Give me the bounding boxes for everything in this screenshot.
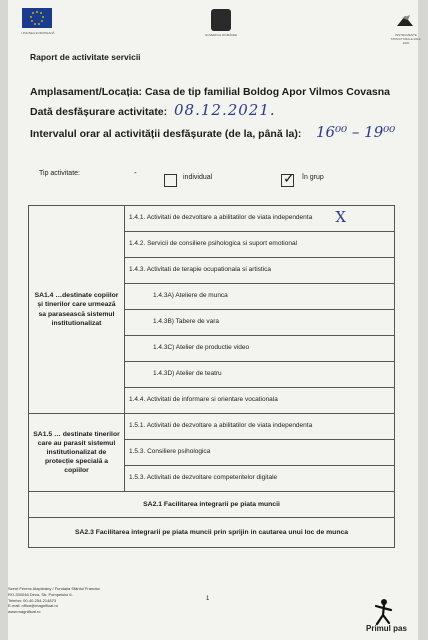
group-option-label: în grup (302, 174, 324, 181)
activity-row: 1.4.3A) Ateliere de munca (125, 284, 395, 310)
activity-row: 1.5.3. Activitati de dezvoltare competentelor digitale (125, 466, 395, 492)
activity-row (125, 206, 395, 232)
primul-pas-logo-icon (364, 597, 404, 627)
activity-row: 1.4.3C) Atelier de productie video (125, 336, 395, 362)
footer-address (8, 586, 100, 615)
activity-row: 1.5.3. Consiliere psihologica (125, 440, 395, 466)
interval-value-handwritten: 16⁰⁰ – 19⁰⁰ (316, 123, 396, 141)
activity-row: 1.4.4. Activitati de informare si orientare vocationala (125, 388, 395, 414)
footer-line: Szent Ferenc Alapítvány / Fundația Sfântul Francisc (8, 586, 101, 591)
activity-row: 1.4.3D) Atelier de teatru (125, 362, 395, 388)
sa23-label: SA2.3 Facilitarea integrarii pe piata muncii prin sprijin in cautarea unui loc de munca (29, 518, 395, 548)
sa14-label: SA1.4 …destinate copiilor și tinerilor care urmează sa parasească sistemul institutionalizat (29, 206, 125, 414)
activity-row: 1.5.1. Activitati de dezvoltare a abilitatilor de viata independenta (125, 414, 395, 440)
activities-table (28, 205, 395, 548)
crest-caption: GUVERNUL ROMÂNIEI (204, 33, 238, 37)
romania-crest-logo (211, 9, 231, 31)
activity-row: 1.4.3. Activitati de terapie ocupationala si artistica (125, 258, 395, 284)
group-check-mark: ✓ (283, 170, 295, 186)
activity-row: 1.4.3B) Tabere de vara (125, 310, 395, 336)
report-title: Raport de activitate servicii (30, 52, 141, 62)
footer-line: www.magnificat.ro (8, 609, 41, 615)
footer-line: RO-330046 Deva, Str. Pompeiului 6. (8, 591, 73, 597)
date-label: Dată desfășurare activitate: (30, 106, 168, 118)
location-line: Amplasament/Locația: Casa de tip familial Boldog Apor Vilmos Covasna (30, 86, 390, 98)
structural-instruments-logo (396, 14, 414, 28)
primul-pas-logo-text: Primul pas (366, 624, 407, 633)
page-number: 1 (206, 596, 210, 602)
activity-type-label: Tip activitate: (39, 170, 80, 177)
eu-flag-logo (22, 8, 52, 28)
eu-caption: UNIUNEA EUROPEANĂ (21, 31, 55, 35)
footer-line: E-mail: office@magnificat.ro (8, 603, 59, 609)
sa21-label: SA2.1 Facilitarea integrarii pe piata muncii (29, 492, 395, 518)
individual-checkbox[interactable] (164, 174, 177, 187)
sa15-label: SA1.5 … destinate tinerilor care au parasit sistemul institutionalizat de protecție specială a copiilor (29, 414, 125, 492)
structural-instruments-caption: INSTRUMENTE STRUCTURALE 2014-2020 (390, 33, 422, 45)
interval-label: Intervalul orar al activității desfășurate (de la, până la): (30, 128, 302, 140)
activity-row: 1.4.2. Servicii de consiliere psihologica si suport emotional (125, 232, 395, 258)
activity-type-dash: - (134, 168, 137, 177)
date-value-handwritten: 08.12.2021. (174, 101, 276, 119)
activity-text: 1.4.1. Activitati de dezvoltare a abilitatilor de viata independenta (129, 214, 313, 222)
footer-line: Telefon: 00-40-254-214873 (8, 597, 57, 603)
selected-x-mark: X (335, 208, 346, 226)
individual-option-label: individual (183, 174, 213, 181)
